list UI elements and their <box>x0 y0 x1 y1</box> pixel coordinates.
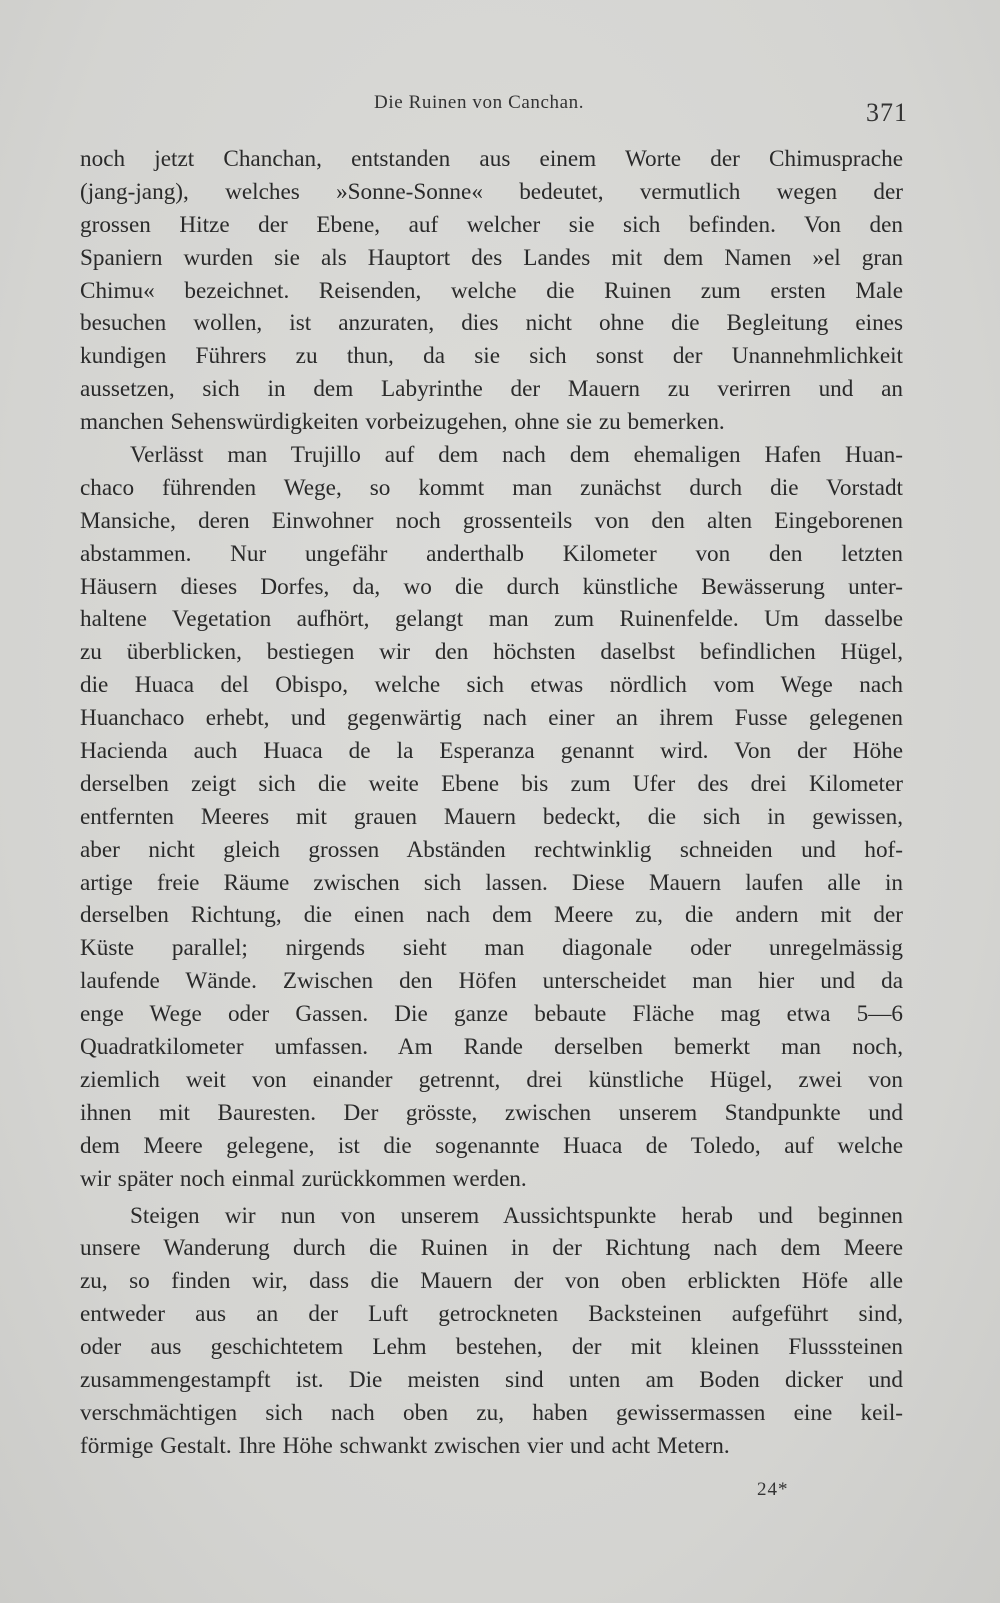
text-line: (jang-jang), welches »Sonne-Sonne« bedeutet, vermutlich wegen der <box>80 178 903 205</box>
running-title: Die Ruinen von Canchan. <box>374 92 585 113</box>
page-number: 371 <box>866 98 908 127</box>
text-line: entfernten Meeres mit grauen Mauern bedeckt, die sich in gewissen, <box>80 803 903 830</box>
text-line: zusammengestampft ist. Die meisten sind unten am Boden dicker und <box>80 1366 903 1393</box>
text-line: abstammen. Nur ungefähr anderthalb Kilometer von den letzten <box>80 540 903 567</box>
text-line: zu, so finden wir, dass die Mauern der von oben erblickten Höfe alle <box>80 1268 903 1295</box>
text-line: Quadratkilometer umfassen. Am Rande derselben bemerkt man noch, <box>80 1034 903 1061</box>
paragraph-3 <box>80 1200 903 1463</box>
text-line: laufende Wände. Zwischen den Höfen unterscheidet man hier und da <box>80 968 903 995</box>
text-line: haltene Vegetation aufhört, gelangt man zum Ruinenfelde. Um dasselbe <box>80 606 903 633</box>
text-line: artige freie Räume zwischen sich lassen. Diese Mauern laufen alle in <box>80 869 903 896</box>
text-line: manchen Sehenswürdigkeiten vorbeizugehen, ohne sie zu bemerken. <box>80 409 725 436</box>
text-line: wir später noch einmal zurückkommen werden. <box>80 1165 527 1192</box>
text-line: kundigen Führers zu thun, da sie sich sonst der Unannehmlichkeit <box>80 343 903 370</box>
body-text <box>80 143 903 1463</box>
text-line: ziemlich weit von einander getrennt, drei künstliche Hügel, zwei von <box>80 1066 903 1093</box>
text-line: oder aus geschichtetem Lehm bestehen, der mit kleinen Flusssteinen <box>80 1334 903 1361</box>
text-line: Chimu« bezeichnet. Reisenden, welche die Ruinen zum ersten Male <box>80 277 903 304</box>
text-line: Spaniern wurden sie als Hauptort des Landes mit dem Namen »el gran <box>80 244 903 271</box>
text-line: dem Meere gelegene, ist die sogenannte Huaca de Toledo, auf welche <box>80 1132 903 1159</box>
text-line: derselben zeigt sich die weite Ebene bis zum Ufer des drei Kilometer <box>80 770 903 797</box>
text-line: ihnen mit Bauresten. Der grösste, zwischen unserem Standpunkte und <box>80 1099 903 1126</box>
text-line: Verlässt man Trujillo auf dem nach dem ehemaligen Hafen Huan- <box>130 442 903 469</box>
text-line: aber nicht gleich grossen Abständen rechtwinklig schneiden und hof- <box>80 836 903 863</box>
text-line: aussetzen, sich in dem Labyrinthe der Mauern zu verirren und an <box>80 376 903 403</box>
paragraph-2 <box>80 439 903 1195</box>
text-line: entweder aus an der Luft getrockneten Backsteinen aufgeführt sind, <box>80 1301 903 1328</box>
paragraph-1 <box>80 143 903 439</box>
text-line: unsere Wanderung durch die Ruinen in der Richtung nach dem Meere <box>80 1235 903 1262</box>
text-line: noch jetzt Chanchan, entstanden aus einem Worte der Chimusprache <box>80 146 903 172</box>
text-line: grossen Hitze der Ebene, auf welcher sie sich befinden. Von den <box>80 211 903 238</box>
text-line: zu überblicken, bestiegen wir den höchsten daselbst befindlichen Hügel, <box>80 639 903 666</box>
text-line: Steigen wir nun von unserem Aussichtspunkte herab und beginnen <box>130 1202 903 1229</box>
text-line: Huanchaco erhebt, und gegenwärtig nach einer an ihrem Fusse gelegenen <box>80 705 903 732</box>
text-line: Küste parallel; nirgends sieht man diagonale oder unregelmässig <box>80 935 903 962</box>
text-line: Hacienda auch Huaca de la Esperanza genannt wird. Von der Höhe <box>80 738 903 765</box>
text-line: derselben Richtung, die einen nach dem Meere zu, die andern mit der <box>80 902 903 929</box>
text-line: besuchen wollen, ist anzuraten, dies nicht ohne die Begleitung eines <box>80 310 903 337</box>
text-line: die Huaca del Obispo, welche sich etwas nördlich vom Wege nach <box>80 672 903 699</box>
text-line: chaco führenden Wege, so kommt man zunächst durch die Vorstadt <box>80 474 903 501</box>
text-line: enge Wege oder Gassen. Die ganze bebaute Fläche mag etwa 5—6 <box>80 1001 903 1028</box>
text-line: verschmächtigen sich nach oben zu, haben gewissermassen eine keil- <box>80 1399 903 1426</box>
text-line: Häusern dieses Dorfes, da, wo die durch künstliche Bewässerung unter- <box>80 573 903 600</box>
text-line: förmige Gestalt. Ihre Höhe schwankt zwischen vier und acht Metern. <box>80 1432 730 1459</box>
signature-mark: 24* <box>757 1479 789 1500</box>
text-line: Mansiche, deren Einwohner noch grossenteils von den alten Eingeborenen <box>80 507 903 534</box>
